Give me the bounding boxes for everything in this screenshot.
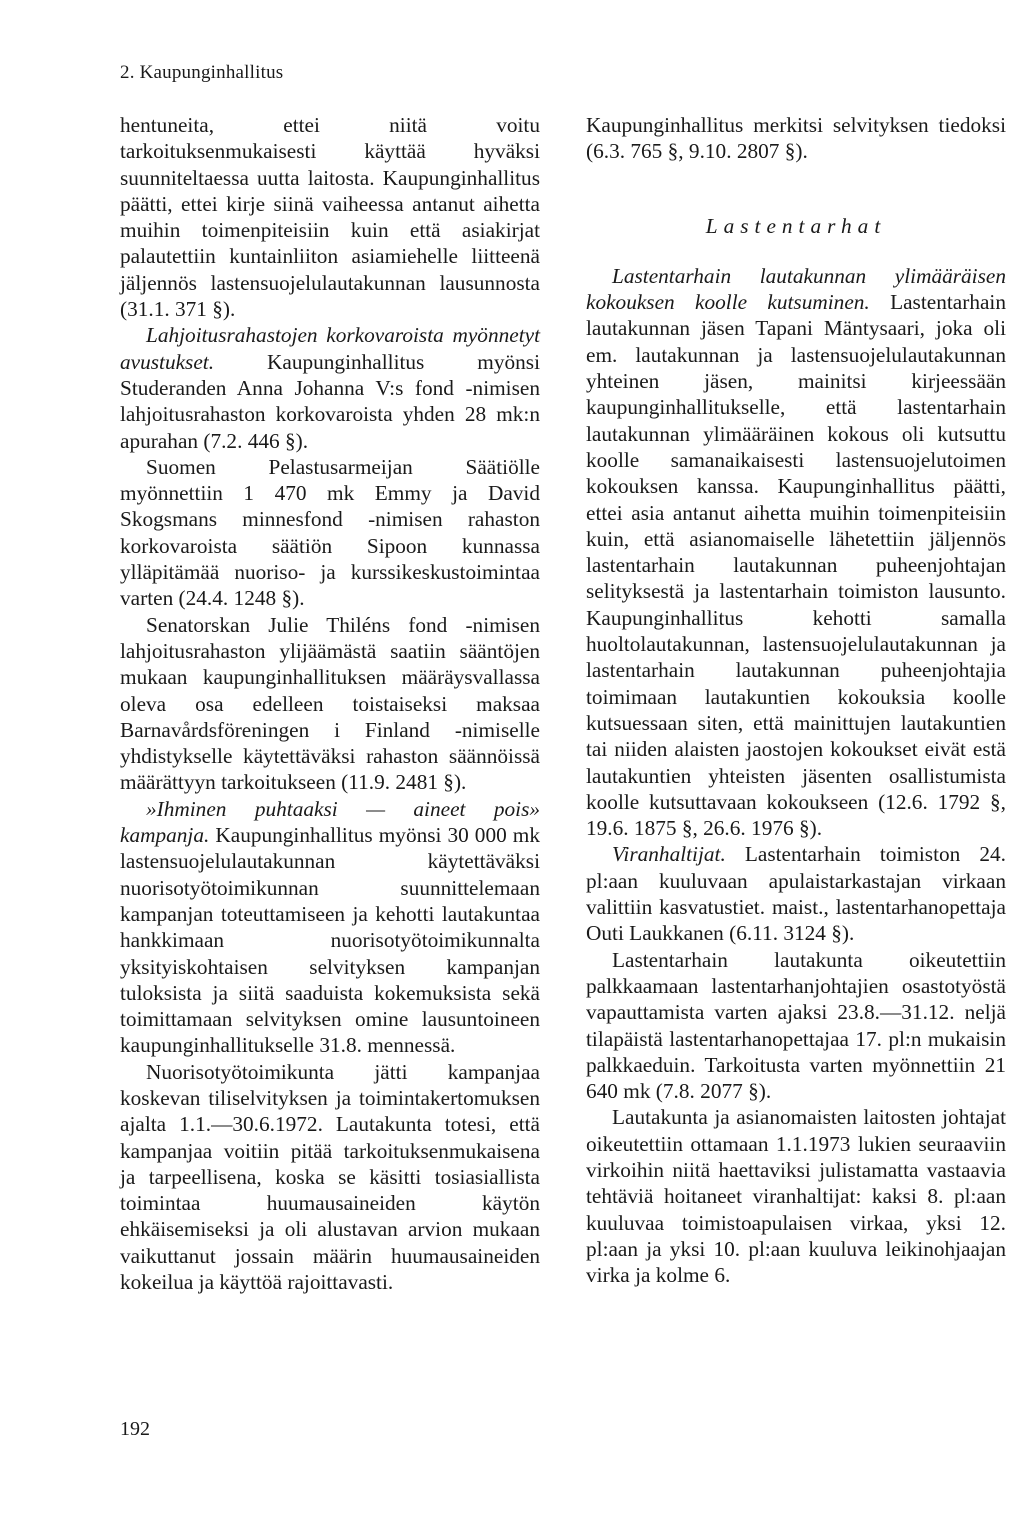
paragraph: Senatorskan Julie Thiléns fond -nimisen lahjoitusrahaston ylijäämästä saatiin sääntöjen mukaan kaupunginhallituksen määräysvallassa oleva osa edelleen toistaiseksi maksaa Barnavårdsföreningen i Finland -nimiselle yhdistykselle käytettäväksi rahaston säännöissä määrättyyn tarkoitukseen (11.9. 2481 §). [120, 612, 540, 795]
paragraph: Lastentarhain lautakunta oikeutettiin palkkaamaan lastentarhanjohtajien osastotyöstä vapauttamista varten ajaksi 23.8.—31.12. neljä tilapäistä lastentarhanopettajaa 17. pl:n mukaisin palkkaeduin. Tarkoitusta varten myönnettiin 21 640 mk (7.8. 2077 §). [586, 947, 1006, 1104]
right-column [586, 112, 1006, 1288]
paragraph-body: Kaupunginhallitus myönsi Studeranden Anna Johanna V:s fond -nimisen lahjoitusrahaston korkovaroista yhden 28 mk:n apurahan (7.2. 446 §). [120, 349, 540, 453]
section-heading: Lastentarhat [705, 213, 887, 238]
paragraph [586, 263, 1006, 842]
paragraph: Kaupunginhallitus merkitsi selvityksen tiedoksi (6.3. 765 §, 9.10. 2807 §). [586, 113, 1006, 164]
paragraph [586, 841, 1006, 946]
paragraph [120, 322, 540, 453]
paragraph: Nuorisotyötoimikunta jätti kampanjaa koskevan tiliselvityksen ja toimintakertomuksen ajalta 1.1.—30.6.1972. Lautakunta totesi, että kampanjaa voitiin pitää tarkoituksenmukaisena ja tarpeellisena, koska se käsitti tosiasiallista toimintaa huumausaineiden käytön ehkäisemiseksi ja oli alustavan arvion mukaan vaikuttanut jossain määrin huumausaineiden kokeilua ja käyttöä rajoittavasti. [120, 1059, 540, 1295]
paragraph-body: Kaupunginhallitus myönsi 30 000 mk lastensuojelulautakunnan käytettäväksi nuorisotyötoimikunnan suunnittelemaan kampanjan toteuttamiseen ja kehotti lautakuntaa hankkimaan nuorisotyötoimikunnalta yksityiskohtaisen selvityksen kampanjan tuloksista ja siitä saaduista kokemuksista sekä toimittamaan selvityksen omine lausuntoineen kaupunginhallitukselle 31.8. mennessä. [120, 823, 540, 1058]
paragraph-title: Lahjoitusrahastojen korkovaroista myönnetyt avustukset. [120, 323, 540, 374]
paragraph-title: »Ihminen puhtaaksi — aineet pois» kampanja. [120, 796, 540, 848]
paragraph [120, 796, 540, 1059]
paragraph-body: Lastentarhain lautakunnan jäsen Tapani Mäntysaari, joka oli em. lautakunnan ja lastensuojelulautakunnan yhteinen jäsen, mainitsi kirjeessään kaupunginhallitukselle, että lastentarhain lautakunnan ylimääräinen kokous oli kutsuttu koolle samanaikaisesti lastensuojelutoimen kokouksen kanssa. Kaupunginhallitus päätti, ettei asia antanut aihetta muihin toimenpiteisiin kuin, että asianomaiselle lähetettiin jäljennös lastentarhain lautakunnan puheenjohtajan selityksestä ja lastentarhain toimiston lausunto. Kaupunginhallitus kehotti samalla huoltolautakunnan, lastensuojelulautakunnan ja lastentarhain lautakunnan puheenjohtajia toimimaan lautakuntien kokouksia koolle kutsuessaan siten, että mainittujen lautakuntien tai niiden alaisten jaostojen kokoukset eivät estä lautakuntien yhteisten jäsenten osallistumista koolle kutsuttavaan kokoukseen (12.6. 1792 §, 19.6. 1875 §, 26.6. 1976 §). [586, 290, 1006, 841]
page-number: 192 [120, 1418, 150, 1440]
paragraph: Lautakunta ja asianomaisten laitosten johtajat oikeutettiin ottamaan 1.1.1973 lukien seuraaviin virkoihin niitä haettaviksi julistamatta vastaavia tehtäviä hoitaneet viranhaltijat: kaksi 8. pl:aan kuuluvaa toimistoapulaisen virkaa, yksi 12. pl:aan ja yksi 10. pl:aan kuuluva leikinohjaajan virka ja kolme 6. [586, 1105, 1006, 1288]
running-head: 2. Kaupunginhallitus [120, 62, 284, 83]
paragraph-body: Lastentarhain toimiston 24. pl:aan kuuluvaan apulaistarkastajan virkaan valittiin kasvatustiet. maist., lastentarhanopettaja Outi Laukkanen (6.11. 3124 §). [586, 842, 1006, 946]
paragraph: hentuneita, ettei niitä voitu tarkoituksenmukaisesti käyttää hyväksi suunniteltaessa uutta laitosta. Kaupunginhallitus päätti, ettei kirje siinä vaiheessa antanut aihetta muihin toimenpiteisiin kuin että asiakirjat palautettiin kuntainliiton asiamiehelle liitteenä jäljennös lastensuojelulautakunnan lausunnosta (31.1. 371 §). [120, 113, 540, 322]
paragraph: Suomen Pelastusarmeijan Säätiölle myönnettiin 1 470 mk Emmy ja David Skogsmans minnesfond -nimisen rahaston korkovaroista säätiön Sipoon kunnassa ylläpitämää nuoriso- ja kurssikeskustoimintaa varten (24.4. 1248 §). [120, 454, 540, 611]
paragraph-title: Viranhaltijat. [612, 842, 726, 867]
left-column [120, 112, 540, 1295]
paragraph-title: Lastentarhain lautakunnan ylimääräisen kokouksen koolle kutsuminen. [586, 263, 1006, 315]
